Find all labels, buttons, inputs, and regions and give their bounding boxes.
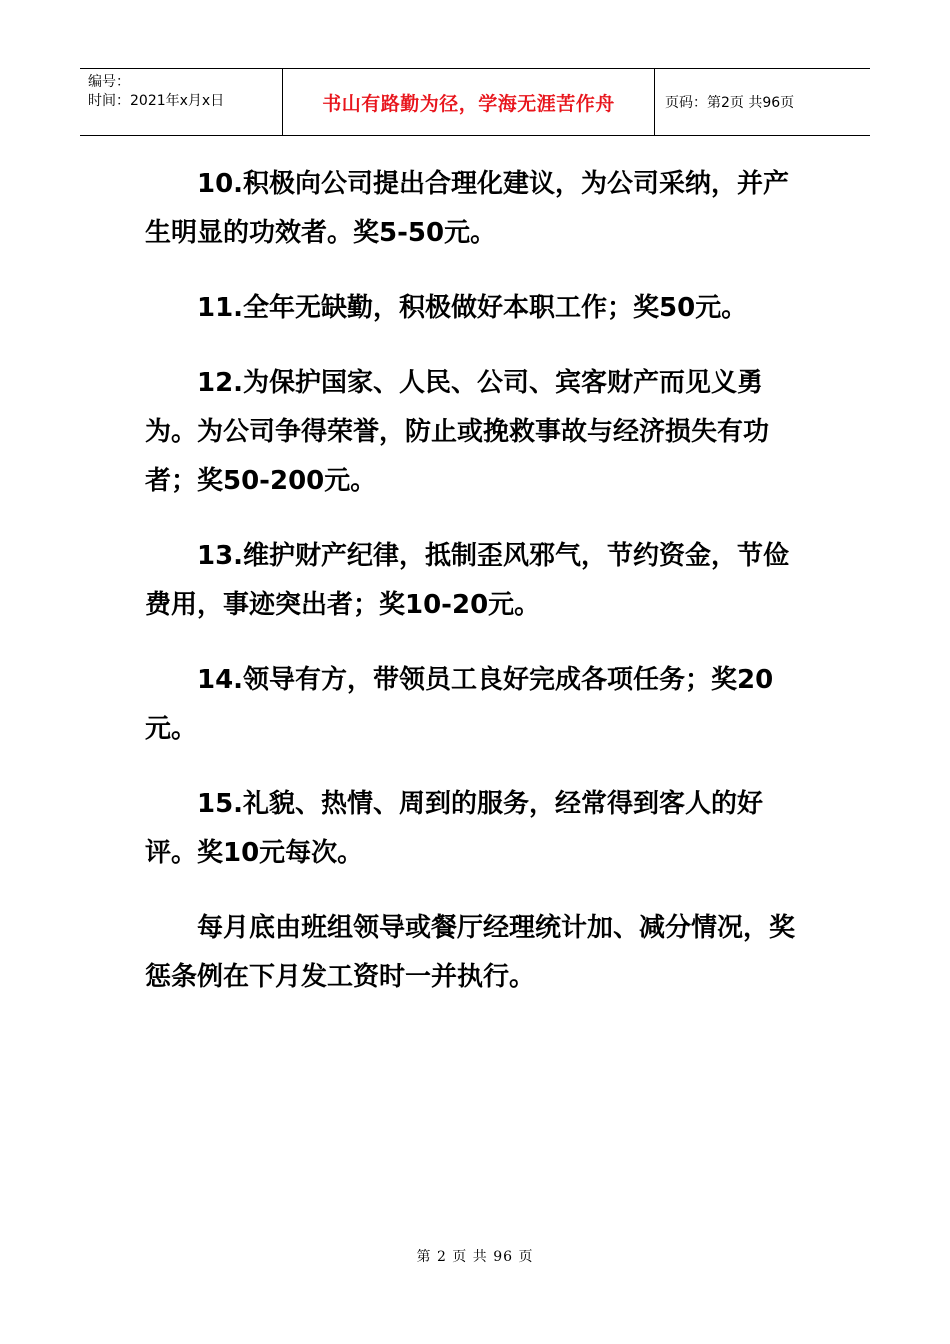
paragraph-item-13: 13.维护财产纪律，抵制歪风邪气，节约资金，节俭费用，事迹突出者；奖10-20元。	[145, 541, 790, 620]
paragraph-closing-note: 每月底由班组领导或餐厅经理统计加、减分情况，奖惩条例在下月发工资时一并执行。	[145, 913, 796, 992]
document-body	[145, 160, 815, 1028]
header-motto: 书山有路勤为径，学海无涯苦作舟	[282, 69, 655, 135]
header-meta	[80, 69, 282, 135]
header-page-info: 页码：第2页 共96页	[665, 95, 795, 111]
paragraph-item-12: 12.为保护国家、人民、公司、宾客财产而见义勇为。为公司争得荣誉，防止或挽救事故与经济损失有功者；奖50-200元。	[145, 368, 770, 496]
paragraph-item-10: 10.积极向公司提出合理化建议，为公司采纳，并产生明显的功效者。奖5-50元。	[145, 169, 790, 248]
document-time-label: 时间：2021年x月x日	[88, 93, 225, 109]
page-header	[80, 68, 870, 136]
paragraph-item-15: 15.礼貌、热情、周到的服务，经常得到客人的好评。奖10元每次。	[145, 789, 764, 868]
document-number-label: 编号：	[88, 74, 130, 90]
paragraph-item-11: 11.全年无缺勤，积极做好本职工作；奖50元。	[197, 293, 748, 323]
page-footer: 第 2 页 共 96 页	[416, 1249, 534, 1265]
paragraph-item-14: 14.领导有方，带领员工良好完成各项任务；奖20元。	[145, 665, 774, 744]
